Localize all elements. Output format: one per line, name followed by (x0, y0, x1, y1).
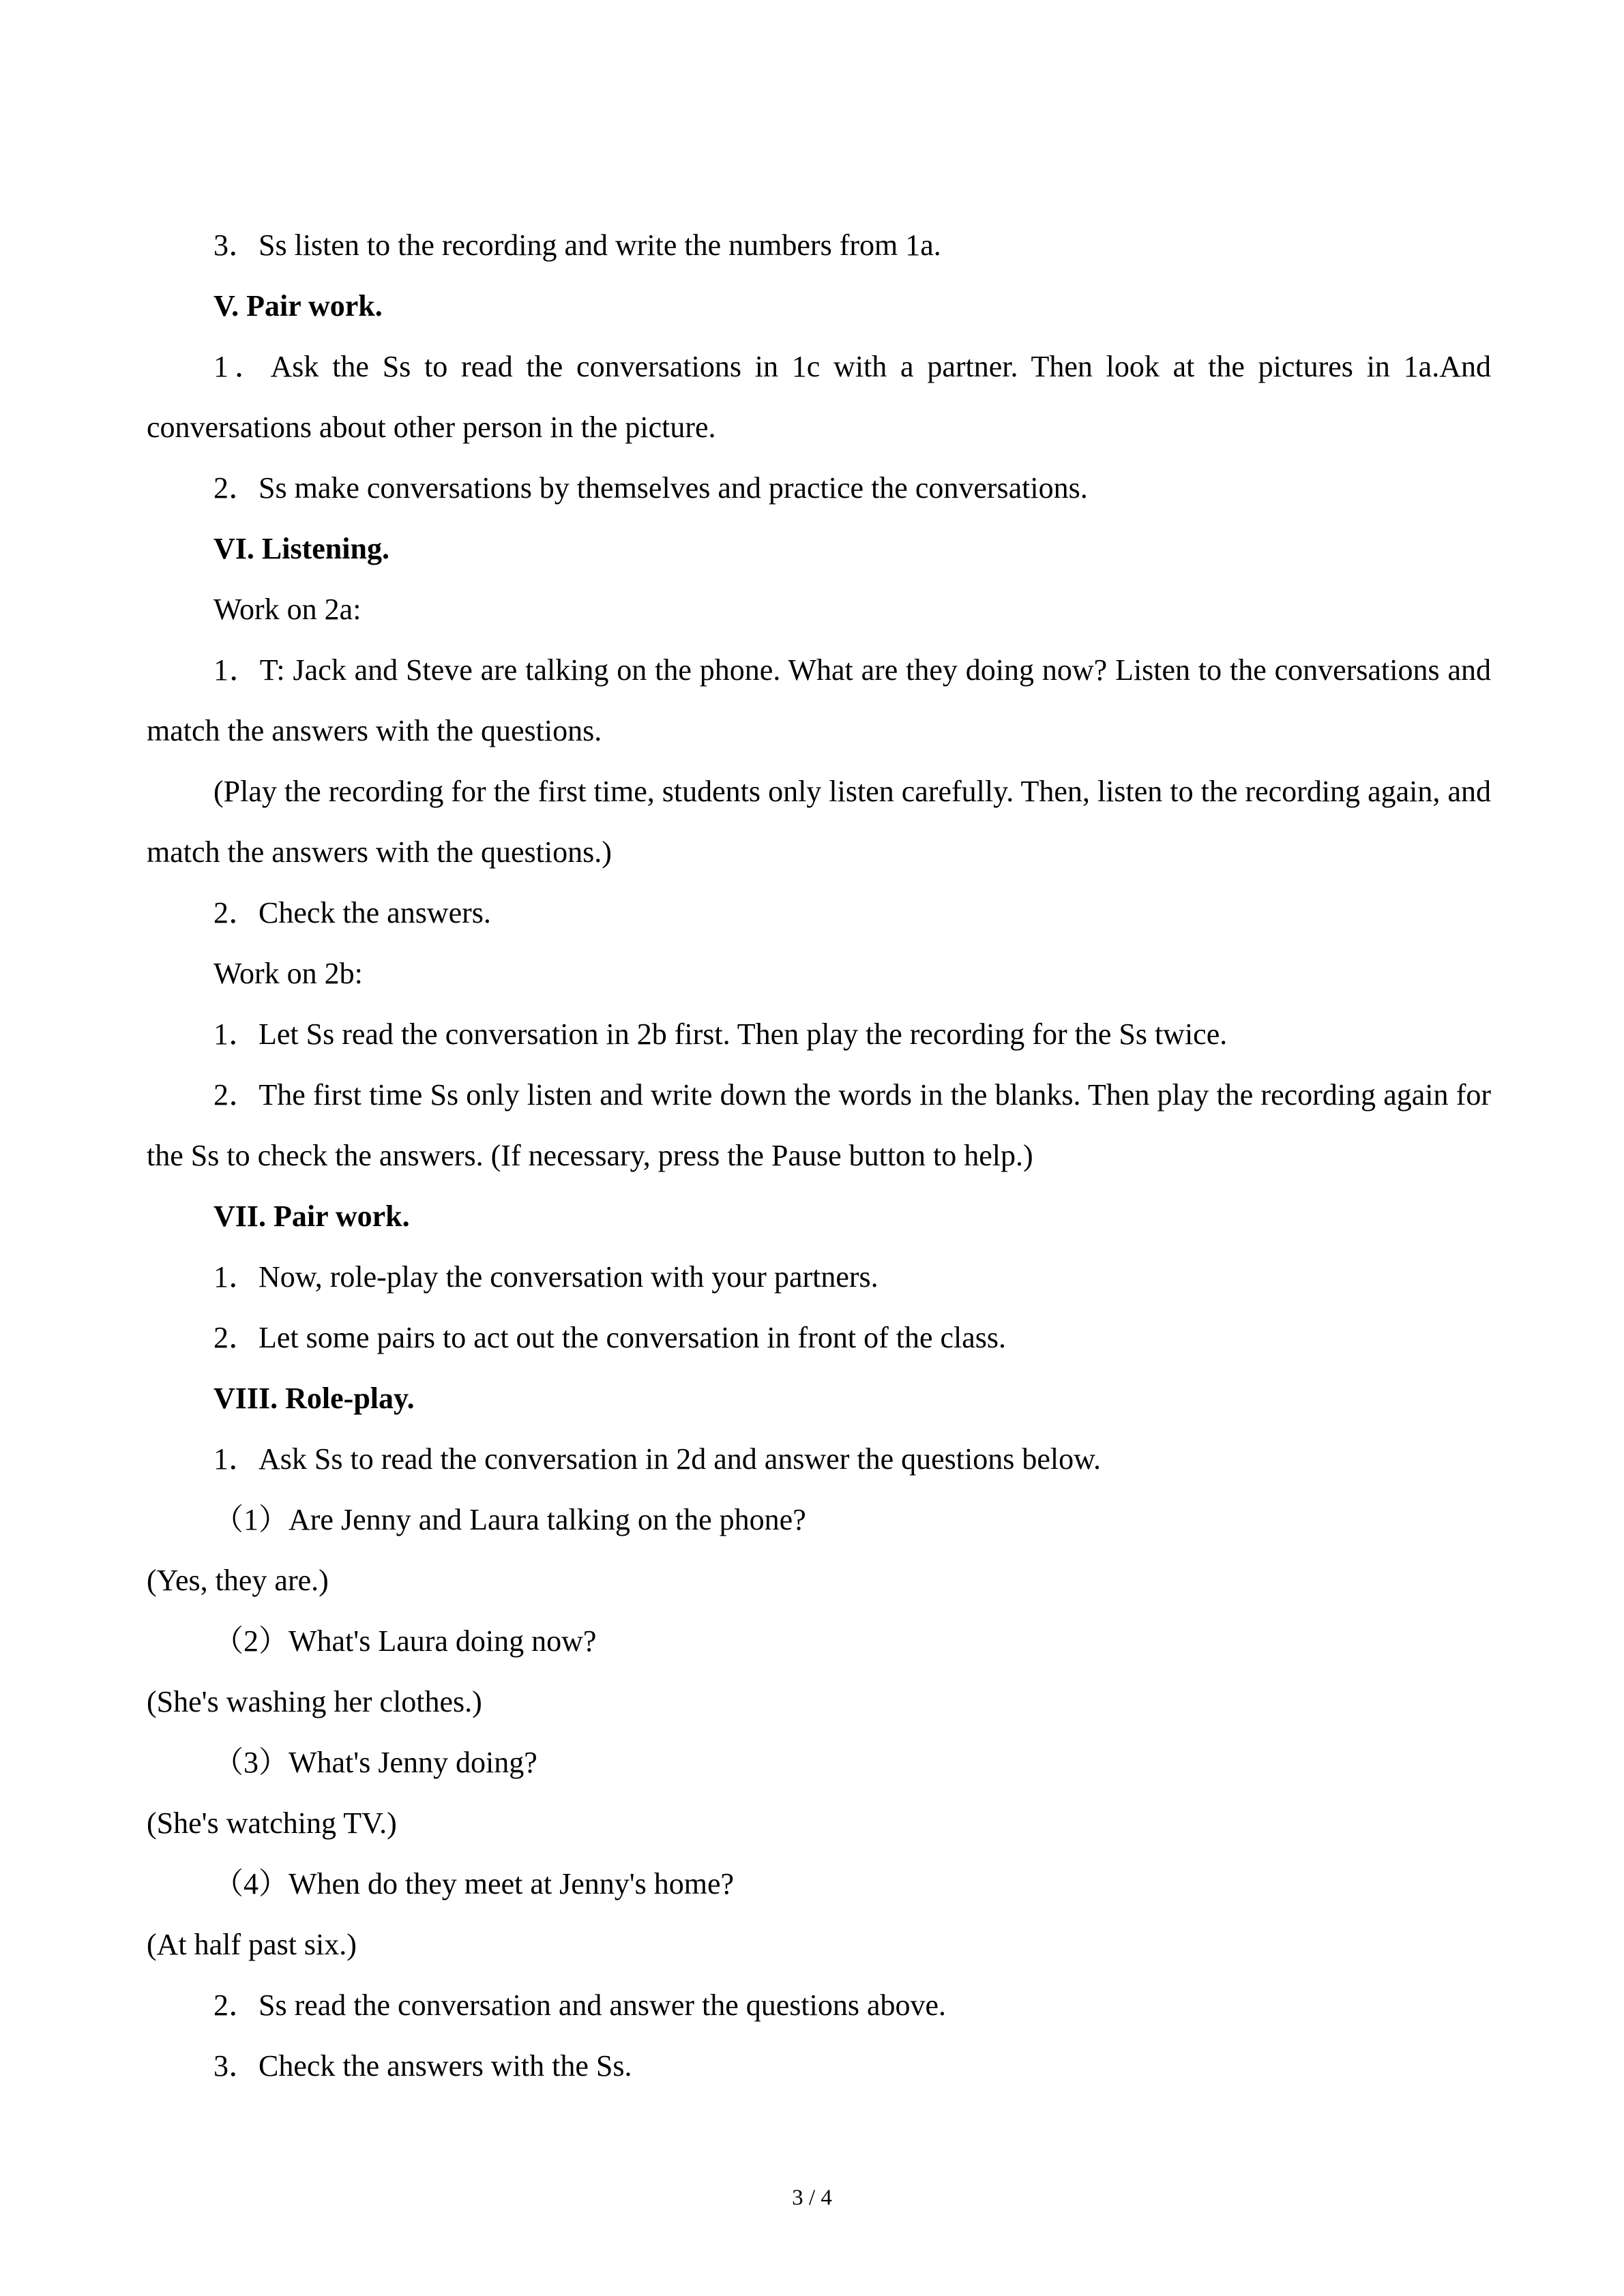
paragraph: Work on 2a: (213, 593, 361, 626)
paragraph: （4）When do they meet at Jenny's home? (213, 1867, 735, 1900)
paragraph: 1．Ask Ss to read the conversation in 2d and answer the questions below. (213, 1442, 1102, 1476)
paragraph: (Play the recording for the first time, students only listen carefully. Then, listen to the recording again, and match the answers with the questions.) (147, 775, 1491, 869)
paragraph: (She's washing her clothes.) (147, 1685, 482, 1718)
section-heading: VIII. Role-play. (213, 1382, 415, 1415)
section-heading: VII. Pair work. (213, 1199, 410, 1233)
paragraph: （2）What's Laura doing now? (213, 1624, 597, 1658)
section-heading: V. Pair work. (213, 289, 383, 323)
paragraph: 2．Let some pairs to act out the conversation in front of the class. (213, 1321, 1007, 1354)
paragraph: 3．Ss listen to the recording and write the numbers from 1a. (213, 228, 941, 262)
paragraph: 1．Let Ss read the conversation in 2b first. Then play the recording for the Ss twice. (213, 1017, 1228, 1051)
paragraph: 2．Ss make conversations by themselves and practice the conversations. (213, 471, 1088, 505)
paragraph: (She's watching TV.) (147, 1806, 397, 1840)
section-heading: VI. Listening. (213, 532, 389, 565)
paragraph: 2．Check the answers. (213, 896, 491, 929)
paragraph: (Yes, they are.) (147, 1564, 329, 1597)
paragraph: 1．T: Jack and Steve are talking on the phone. What are they doing now? Listen to the conversations and match the answers with the questions. (147, 653, 1491, 747)
paragraph: 2．The first time Ss only listen and write down the words in the blanks. Then play the recording again for the Ss to check the answers. (If necessary, press the Pause button to help.) (147, 1078, 1491, 1172)
page-number: 3 / 4 (792, 2186, 832, 2210)
paragraph: 2．Ss read the conversation and answer the questions above. (213, 1988, 947, 2022)
paragraph: (At half past six.) (147, 1928, 357, 1961)
paragraph: 1．Ask the Ss to read the conversations in 1c with a partner. Then look at the pictures in 1a.And conversations about other person in the picture. (147, 350, 1491, 444)
paragraph: （1）Are Jenny and Laura talking on the phone? (213, 1503, 806, 1536)
paragraph: 3．Check the answers with the Ss. (213, 2049, 632, 2083)
page-footer (0, 2186, 1624, 2211)
paragraph: 1．Now, role-play the conversation with your partners. (213, 1260, 879, 1294)
paragraph: Work on 2b: (213, 957, 363, 990)
paragraph: （3）What's Jenny doing? (213, 1746, 537, 1779)
